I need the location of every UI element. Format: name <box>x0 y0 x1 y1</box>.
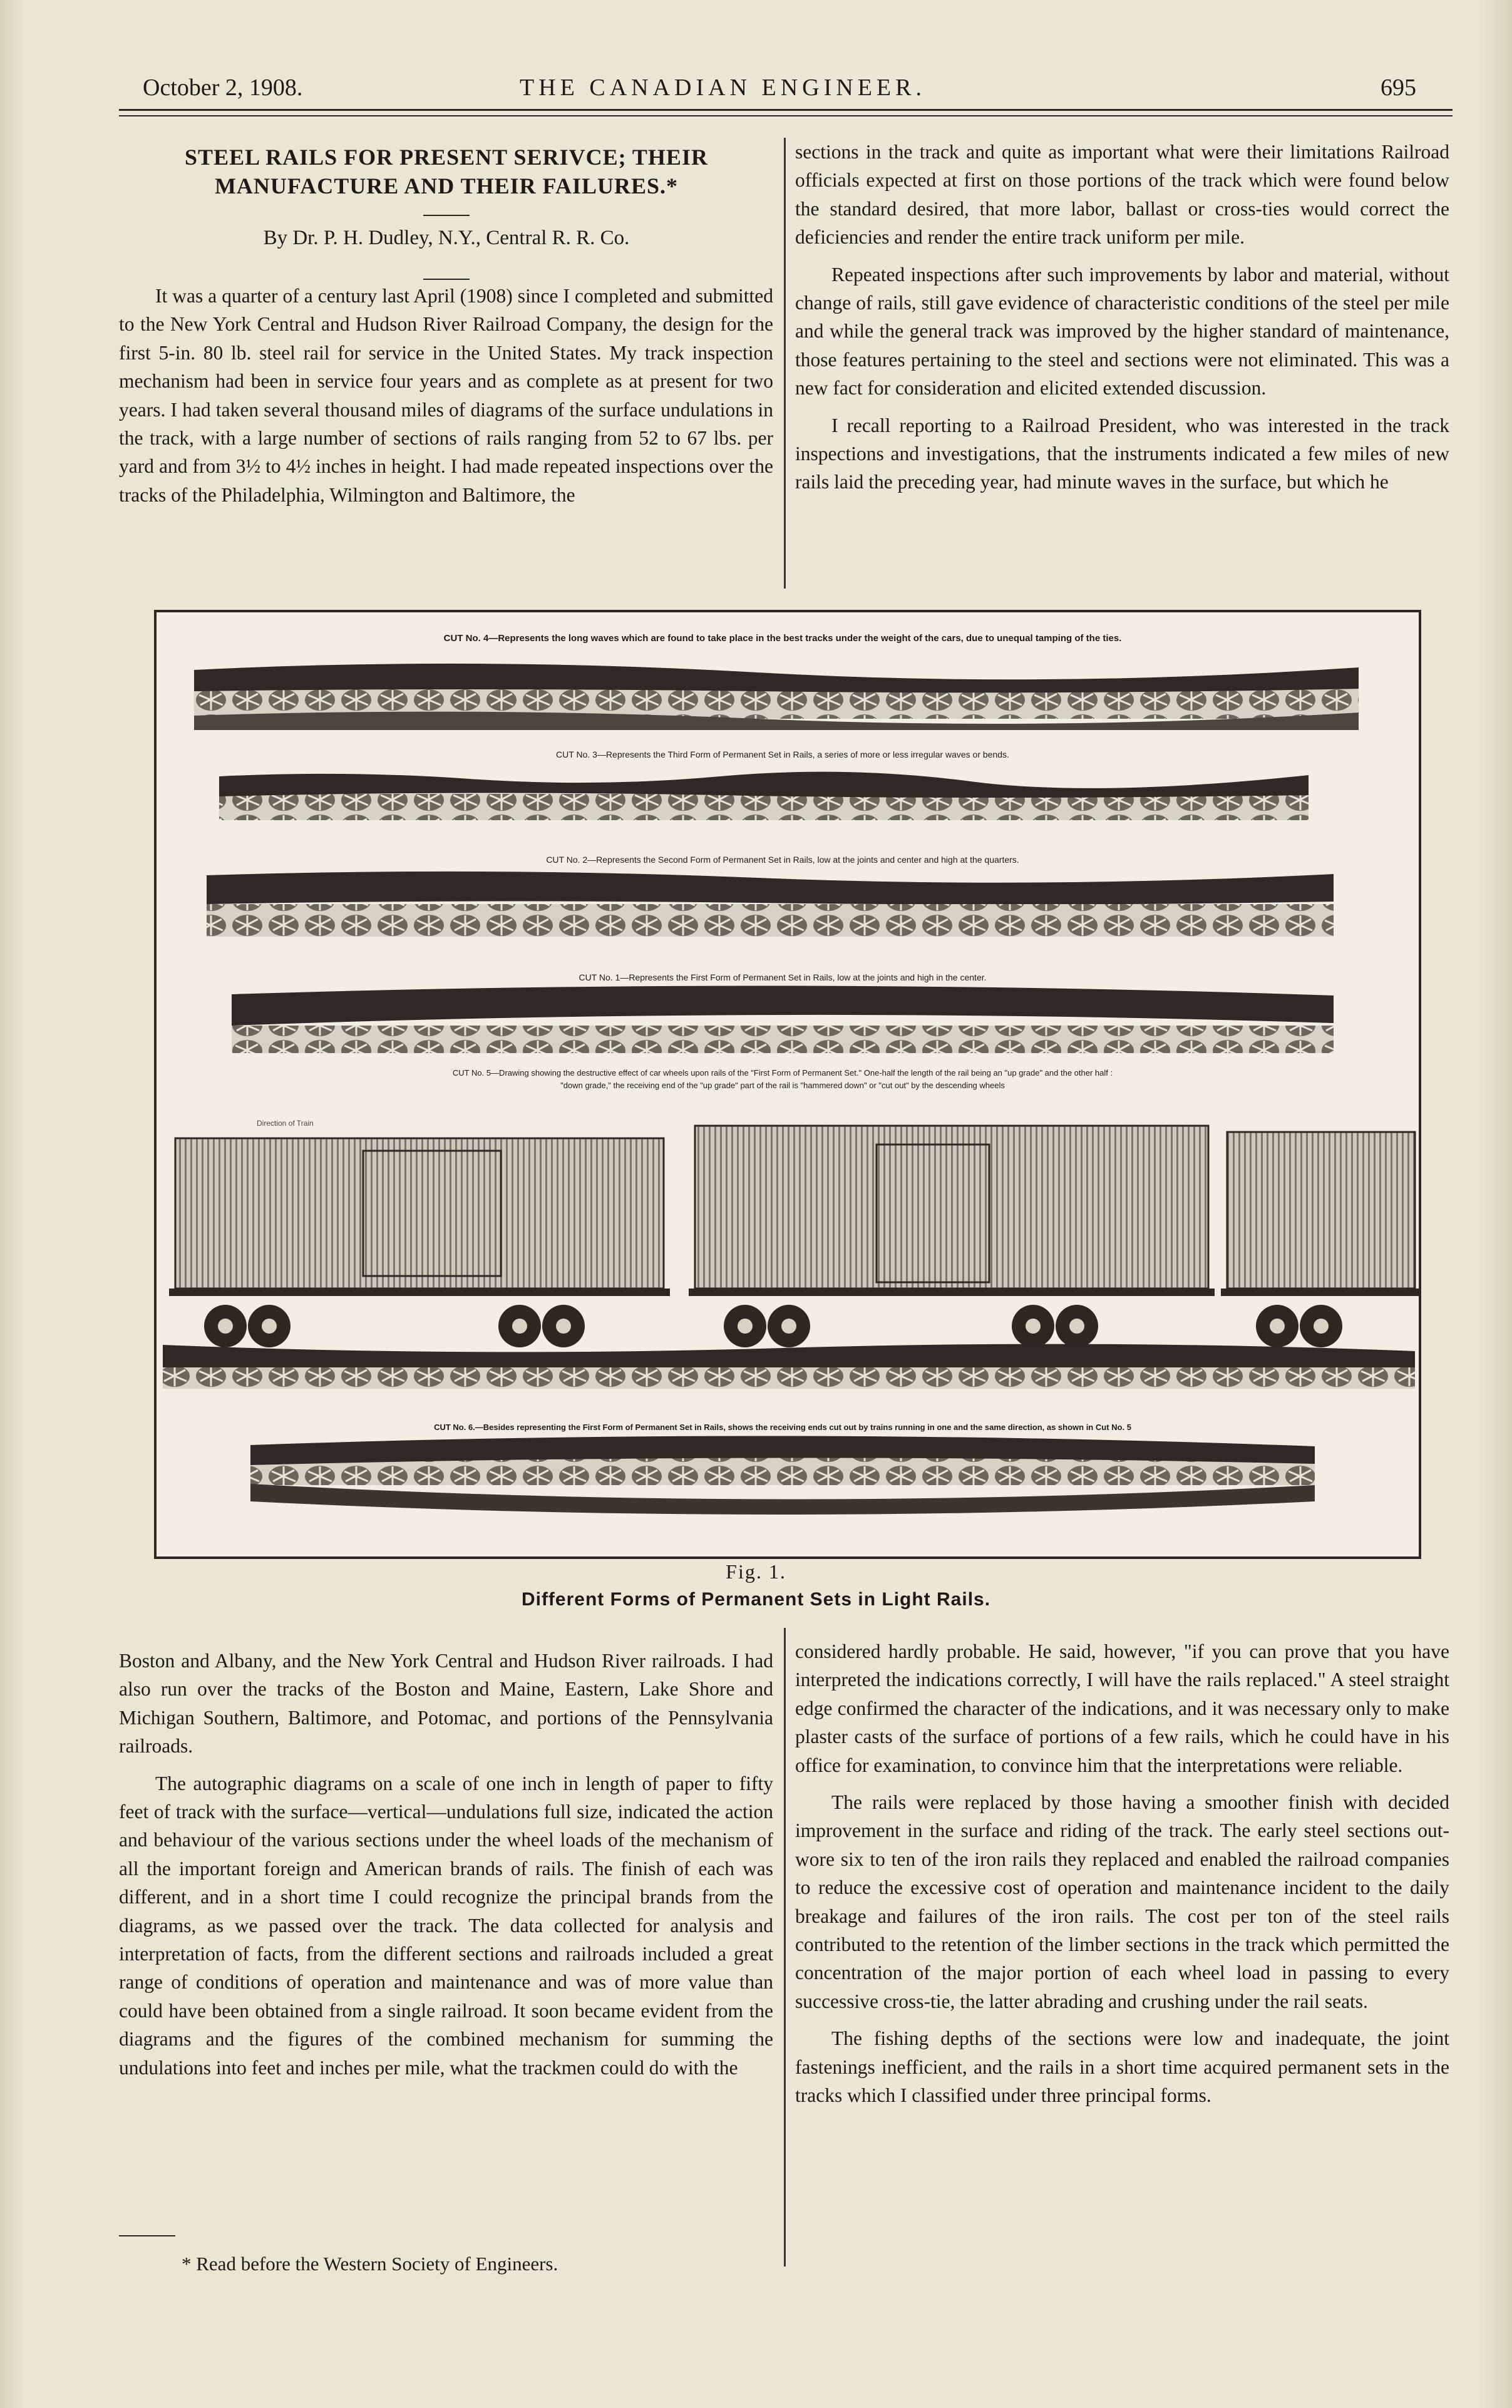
column-divider-top <box>784 138 786 589</box>
byline-short-rule <box>423 279 470 280</box>
cut-3-label: CUT No. 3—Represents the Third Form of Permanent Set in Rails, a series of more or less irregular waves or bends. <box>556 749 1009 759</box>
boxcar-left <box>169 1138 670 1347</box>
paragraph: The fishing depths of the sections were low and inadequate, the joint fastenings inefficient, and the rails in a short time acquired permanent sets in the tracks which I classified under three principal forms. <box>795 2027 1449 2107</box>
cut-5-label-line-1: CUT No. 5—Drawing showing the destructive effect of car wheels upon rails of the "First Form of Permanent Set." One-half the length of the rail being an "up grade" and the other half : <box>452 1068 1113 1078</box>
article-title <box>118 143 775 200</box>
paragraph: sections in the track and quite as important what were their limitations Railroad officials expected at first on those portions of the track which were found below the standard desired, that more labor, ballast or cross-ties would correct the deficiencies and render the entire track uniform per mile. <box>795 141 1449 249</box>
paragraph: It was a quarter of a century last April (1908) since I completed and submitted to the New York Central and Hudson River Railroad Company, the design for the first 5-in. 80 lb. steel rail for service in the United States. My track inspection mechanism had been in service four years and as complete as at present for two years. I had taken several thousand miles of diagrams of the surface undulations in the track, with a large number of sections of rails ranging from 52 to 67 lbs. per yard and from 3½ to 4½ inches in height. I had made repeated inspections over the tracks of the Philadelphia, Wilmington and Baltimore, the <box>119 285 773 506</box>
header-date: October 2, 1908. <box>143 75 303 101</box>
cut-6-rail <box>250 1436 1315 1515</box>
cut-1-label: CUT No. 1—Represents the First Form of Permanent Set in Rails, low at the joints and high in the center. <box>579 972 987 982</box>
cut-6-label: CUT No. 6.—Besides representing the First Form of Permanent Set in Rails, shows the receiving ends cut out by trains running in one and the same direction, as shown in Cut No. 5 <box>434 1423 1131 1432</box>
paragraph: The autographic diagrams on a scale of one inch in length of paper to fifty feet of track with the surface—vertical—undulations full size, indicated the action and behaviour of the various sections under the wheel loads of the mechanism of all the important foreign and American brands of rails. The finish of each was different, and in a short time I could recognize the principal brands from the diagrams, as we passed over the track. The data collected for analysis and interpretation of facts, from the different sections and railroads included a great range of conditions of operation and maintenance and was of more value than could have been obtained from a single railroad. It soon became evident from the diagrams and the figures of the combined mechanism for summing the undulations into feet and inches per mile, what the trackmen could do with the <box>119 1772 773 2079</box>
boxcar-right <box>1221 1132 1419 1347</box>
header-rule-top <box>119 109 1453 111</box>
figure-illustration <box>157 612 1419 1556</box>
column-divider-bottom <box>784 1628 786 2267</box>
figure-permanent-sets <box>154 610 1421 1559</box>
paragraph: considered hardly probable. He said, however, "if you can prove that you have interpreted the indications correctly, I will have the rails replaced." A steel straight edge confirmed the character of the indications, and it was necessary only to make plaster casts of the surface of portions of a few rails, which he could have in his office for examination, to convince him that the interpretations were reliable. <box>795 1640 1449 1776</box>
right-column-bottom <box>795 1637 1449 2110</box>
cut-5-direction-label: Direction of Train <box>257 1119 314 1128</box>
figure-number: Fig. 1. <box>726 1560 786 1583</box>
footnote-rule <box>119 2235 175 2236</box>
cut-3-rail <box>219 772 1309 820</box>
left-column-top <box>119 282 773 509</box>
cut-5-label-line-2: "down grade," the receiving end of the "up grade" part of the rail is "hammered down" or "cut out" by the descending wheels <box>560 1081 1005 1090</box>
cut-1-rail <box>232 985 1334 1053</box>
paragraph: Repeated inspections after such improvements by labor and material, without change of rails, still gave evidence of characteristic conditions of the steel per mile and while the general track was improved by the higher standard of maintenance, those features pertaining to the steel and sections were not eliminated. This was a new fact for consideration and elicited extended discussion. <box>795 263 1449 399</box>
right-column-top <box>795 138 1449 497</box>
title-short-rule <box>423 215 470 216</box>
title-line-2: MANUFACTURE AND THEIR FAILURES.* <box>214 173 679 198</box>
cut-4-label: CUT No. 4—Represents the long waves which are found to take place in the best tracks under the weight of the cars, due to unequal tamping of the ties. <box>443 633 1122 644</box>
title-line-1: STEEL RAILS FOR PRESENT SERIVCE; THEIR <box>185 145 708 170</box>
boxcar-middle <box>689 1126 1215 1347</box>
left-column-bottom <box>119 1647 773 2082</box>
header-rule-bottom <box>119 115 1453 116</box>
paragraph: I recall reporting to a Railroad President, who was interested in the track inspections and investigations, that the instruments indicated a few miles of new rails laid the preceding year, had minute waves in the surface, but which he <box>795 414 1449 493</box>
cut-5-track <box>163 1344 1415 1389</box>
header-page-number: 695 <box>1381 75 1416 101</box>
cut-4-rail <box>194 664 1359 730</box>
paragraph: Boston and Albany, and the New York Central and Hudson River railroads. I had also run over the tracks of the Boston and Maine, Eastern, Lake Shore and Michigan Southern, Baltimore, and Potomac, and portions of the Pennsylvania railroads. <box>119 1650 773 1757</box>
cut-2-label: CUT No. 2—Represents the Second Form of Permanent Set in Rails, low at the joints and center and high at the quarters. <box>546 855 1019 865</box>
cut-2-rail <box>207 872 1334 937</box>
footnote: * Read before the Western Society of Engineers. <box>182 2253 558 2275</box>
header-journal: THE CANADIAN ENGINEER. <box>520 75 926 101</box>
figure-caption: Different Forms of Permanent Sets in Light Rails. <box>521 1589 991 1610</box>
article-byline: By Dr. P. H. Dudley, N.Y., Central R. R. Co. <box>263 227 630 249</box>
paragraph: The rails were replaced by those having a smoother finish with decided improvement in the surface and riding of the track. The early steel sections out-wore six to ten of the iron rails they replaced and enabled the railroad companies to reduce the excessive cost of operation and maintenance incident to the daily breakage and failures of the iron rails. The cost per ton of the steel rails contributed to the retention of the limber sections in the track which permitted the concentration of the major portion of each wheel load in passing to every successive cross-tie, the latter abrading and crushing under the rail seats. <box>795 1791 1449 2012</box>
